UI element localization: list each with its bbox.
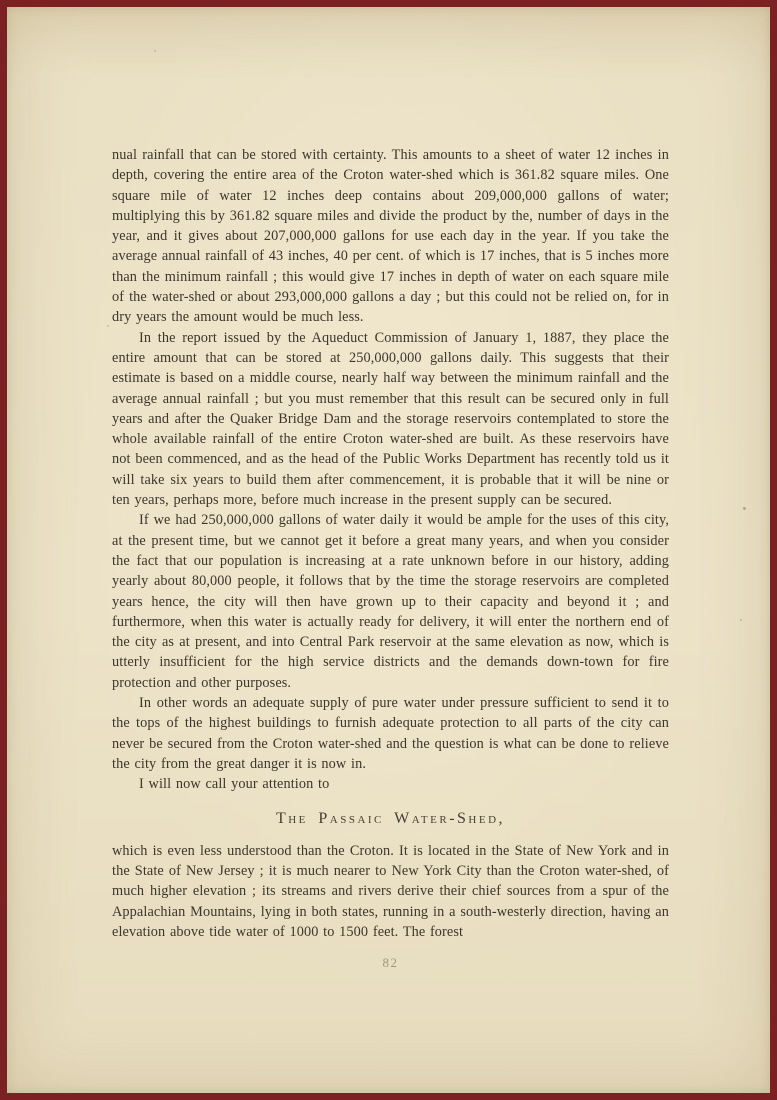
body-paragraph: If we had 250,000,000 gallons of water daily it would be ample for the uses of this city, at the present time, but we cannot get it before a great many years, and when you consider the fact that our population is increasing at a rate unknown before in our history, adding yearly about 80,000 people, it follows that by the time the storage reservoirs are completed years hence, the city will then have grown up to their capacity and beyond it ; and furthermore, when this water is actually ready for delivery, it will enter the northern end of the city as at present, and into Central Park reservoir at the same elevation as now, which is utterly insufficient for the high service districts and the demands down-town for fire protection and other purposes.: [112, 512, 669, 691]
page-number: 82: [382, 955, 399, 971]
body-paragraph: In other words an adequate supply of pure water under pressure sufficient to send it to the tops of the highest buildings to furnish adequate protection to all parts of the city can never be secured from the Croton water-shed and the question is what can be done to relieve the city from the great danger it is now in.: [112, 695, 669, 772]
body-paragraph: nual rainfall that can be stored with certainty. This amounts to a sheet of water 12 inches in depth, covering the entire area of the Croton water-shed which is 361.82 square miles. One square mile of water 12 inches deep contains about 209,000,000 gallons of water; multiplying this by 361.82 square miles and divide the product by the, number of days in the year, and it gives about 207,000,000 gallons for use each day in the year. If you take the average annual rainfall of 43 inches, 40 per cent. of which is 17 inches, that is 5 inches more than the minimum rainfall ; this would give 17 inches in depth of water on each square mile of the water-shed or about 293,000,000 gallons a day ; but this could not be relied on, for in dry years the amount would be much less.: [112, 147, 669, 326]
text-block: [112, 145, 669, 974]
scan-speck: [107, 325, 109, 327]
body-paragraph: In the report issued by the Aqueduct Commission of January 1, 1887, they place the entire amount that can be stored at 250,000,000 gallons daily. This suggests that their estimate is based on a middle course, nearly half way between the minimum rainfall and the average annual rainfall ; but you must remember that this result can be secured only in full years and after the Quaker Bridge Dam and the storage reservoirs contemplated to store the whole available rainfall of the entire Croton water-shed are built. As these reservoirs have not been commenced, and as the head of the Public Works Department has recently told us it will take six years to build them after commencement, it is probable that it will be nine or ten years, perhaps more, before much increase in the present supply can be secured.: [112, 329, 669, 509]
scan-speck: [740, 619, 742, 621]
section-heading: The Passaic Water-Shed,: [275, 809, 506, 827]
page-scan: [7, 7, 770, 1093]
scan-speck: [154, 50, 156, 52]
scan-speck: [743, 507, 746, 510]
body-paragraph: which is even less understood than the Croton. It is located in the State of New York and in the State of New Jersey ; it is much nearer to New York City than the Croton water-shed, of much higher elevation ; its streams and rivers derive their chief sources from a spur of the Appalachian Mountains, lying in both states, running in a south-westerly direction, having an elevation above tide water of 1000 to 1500 feet. The forest: [112, 842, 669, 940]
body-paragraph: I will now call your attention to: [139, 776, 330, 793]
